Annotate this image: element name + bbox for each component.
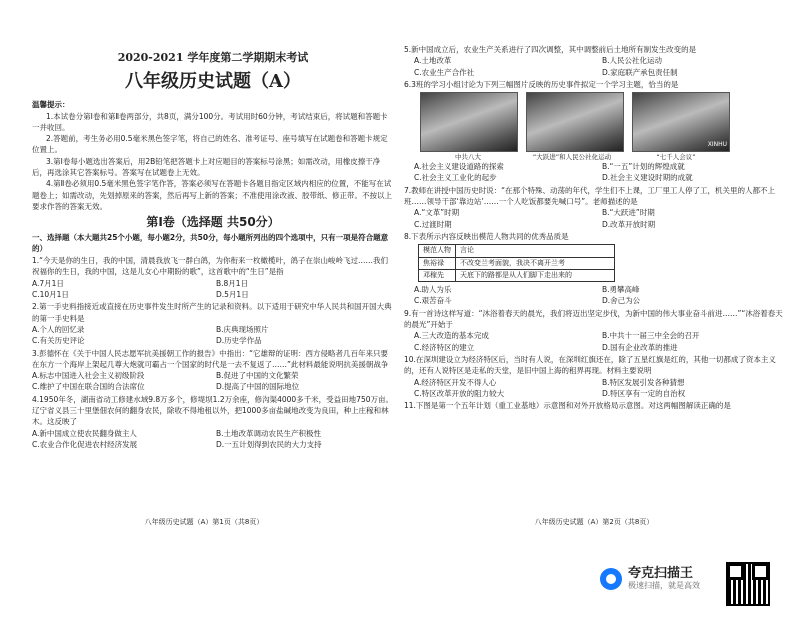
option-b: B.特区发展引发各种猜想 (602, 377, 685, 387)
option-c: C.艰苦奋斗 (414, 296, 452, 306)
question-2 (32, 301, 394, 346)
option-d: D.历史学作品 (216, 336, 262, 346)
photo-7000-cadres-conference (632, 92, 730, 152)
option-a: A.经济特区开发不得人心 (414, 377, 497, 387)
option-b: B.中共十一届三中全会的召开 (602, 331, 700, 341)
photo-caption: “七千人会议” (656, 153, 696, 162)
option-a: A.三大改造的基本完成 (414, 331, 489, 341)
photo-caption: “大跃进”和人民公社化运动 (532, 153, 612, 162)
option-b: B.庆典现场照片 (216, 324, 269, 334)
option-a: A.“文革”时期 (414, 208, 460, 218)
option-a: A.个人的回忆录 (32, 324, 85, 334)
table-cell: 焦裕禄 (419, 257, 456, 269)
exam-subtitle: 八年级历史试题（A） (125, 71, 301, 93)
option-b: B.人民公社化运动 (602, 56, 663, 66)
option-c: C.经济特区的建立 (414, 342, 475, 352)
instruction-item: 3.第Ⅰ卷每小题选出答案后，用2B铅笔把答题卡上对应题目的答案标号涂黑；如需改动，用橡皮擦干净后，再选涂其它答案标号。答案写在试题卷上无效。 (32, 156, 381, 178)
option-c: C.农业生产合作社 (414, 67, 475, 77)
option-d: D.国有企业改革的推进 (602, 342, 678, 352)
photo-great-leap-forward (526, 92, 624, 152)
question-stem: 10.在深圳建设立为经济特区后，当时有人说，在深圳红旗还在，除了五星红旗是红的，其他一切都成了资本主义的，还有人说特区是走私的天堂，是旧中国上海的租界再现。材料主要说明 (404, 354, 776, 376)
option-a: A.助人为乐 (414, 285, 452, 295)
exam-title: 2020-2021 学年度第二学期期末考试 (117, 51, 309, 64)
question-5 (404, 44, 784, 78)
instruction-item: 2.答题前，考生务必用0.5毫米黑色签字笔，将自己的姓名、准考证号、座号填写在试题卷和答题卡规定位置上。 (32, 134, 388, 155)
option-c: C.农业合作化促进农村经济发展 (32, 439, 138, 449)
option-b: B.“一五”计划的辉煌成就 (602, 162, 685, 172)
photo-watermark: XINHU (707, 140, 727, 148)
question-stem: 8.下表所示内容反映出模范人物共同的优秀品质是 (404, 231, 569, 241)
question-10 (404, 354, 784, 399)
scanner-logo-icon (600, 568, 622, 590)
option-b: B.勇攀高峰 (602, 285, 640, 295)
scanner-app-name: 夸克扫描王 (628, 566, 694, 581)
option-c: C.10月1日 (32, 290, 69, 300)
question-stem: 6.3班的学习小组讨论为下列三幅图片反映的历史事件拟定一个学习主题，恰当的是 (404, 79, 679, 89)
option-d: D.社会主义建设时期的成就 (602, 173, 693, 183)
page-footer: 八年级历史试题（A）第1页（共8页） (144, 517, 264, 526)
section-instructions: 一、选择题（本大题共25个小题，每小题2分，共50分，每小题所列出的四个选项中，只有一项是符合题意的） (32, 232, 389, 253)
question-stem: 11.下图是第一个五年计划（重工业基地）示意图和对外开放格局示意图。对这两幅图解读正确的是 (404, 401, 731, 411)
table-cell: 不改变兰考面貌，我决不离开兰考 (456, 257, 615, 269)
exam-page-1 (14, 0, 394, 617)
option-a: A.7月1日 (32, 278, 64, 288)
table-cell: 天底下的路都是从人们脚下走出来的 (456, 269, 615, 281)
option-a: A.标志中国进入社会主义初级阶段 (32, 371, 145, 381)
page-footer: 八年级历史试题（A）第2页（共8页） (534, 517, 654, 526)
instructions (32, 99, 394, 212)
section-heading: 第Ⅰ卷（选择题 共50分） (146, 215, 280, 230)
instruction-item: 1.本试卷分第Ⅰ卷和第Ⅱ卷两部分，共8页，满分100分。考试用时60分钟，考试结束后，将试题和答题卡一并收回。 (32, 111, 388, 132)
question-stem: 9.有一首诗这样写道：“沐浴着春天的晨光，我们将迈出坚定步伐，为新中国的伟大事业奋斗前进……”“沐浴着春天的晨光”开始于 (404, 308, 783, 330)
question-7 (404, 185, 784, 230)
question-9 (404, 308, 784, 353)
question-6 (404, 79, 784, 184)
question-8 (404, 231, 784, 307)
option-d: D.一五计划得到农民的大力支持 (216, 439, 322, 449)
question-stem: 7.教师在讲授中国历史时说：“在那个特殊、动荡的年代，学生们不上课，工厂里工人停了工，机关里的人都不上班……领导干部‘靠边站’……一个人吃饭都要先喊口号”。老师描述的是 (404, 185, 776, 207)
exam-page-2 (404, 0, 784, 617)
question-3 (32, 348, 394, 393)
option-c: C.特区改革开放的阻力较大 (414, 388, 505, 398)
qr-code-icon (726, 562, 770, 606)
table-header-row (419, 245, 615, 257)
table-cell: 邓稼先 (419, 269, 456, 281)
option-a: A.新中国成立使农民翻身做主人 (32, 428, 137, 438)
question-1 (32, 255, 394, 300)
scanner-brand (600, 566, 700, 591)
option-a: A.土地改革 (414, 56, 452, 66)
table-row (419, 269, 615, 281)
option-c: C.过渡时期 (414, 219, 452, 229)
option-b: B.8月1日 (216, 278, 249, 288)
question-4 (32, 394, 394, 450)
question-stem: 4.1950年冬，湖南省动工修建水域9.8万多个，修堤坝1.2万余座，修沟渠4000多千米，受益田地750万亩。辽宁省义县三十里堡佃农何的翻身农民，除收不得地租以外，把1000多亩盐碱地改变为良田，种上庄稼和林木。这反映了 (32, 394, 393, 427)
question-stem: 3.彭德怀在《关于中国人民志愿军抗美援朝工作的报告》中指出：“它雄辩的证明：西方侵略者几百年来只要在东方一个海岸上架起几尊大炮就可霸占一个国家的时代是一去不复返了……”此材料最能说明抗美援朝战争 (32, 348, 389, 369)
question-11 (404, 400, 784, 411)
photo-captions (420, 153, 784, 161)
option-b: B.促进了中国的文化繁荣 (216, 371, 299, 381)
option-d: D.舍己为公 (602, 296, 641, 306)
option-d: D.改革开放时期 (602, 219, 656, 229)
instructions-heading: 温馨提示： (32, 100, 70, 110)
question-stem: 5.新中国成立后，农业生产关系进行了四次调整，其中调整前后土地所有制发生改变的是 (404, 45, 697, 54)
option-b: B.“大跃进”时期 (602, 208, 655, 218)
photo-row (420, 92, 784, 152)
instruction-item: 4.第Ⅱ卷必须用0.5毫米黑色签字笔作答，答案必须写在答题卡各题目指定区域内相应的位置，不能写在试题卷上；如需改动，先划掉原来的答案，然后再写上新的答案；不准使用涂改液、胶带纸、修正带。不按以上要求作答的答案无效。 (32, 179, 392, 211)
table-cell: 模范人物 (419, 245, 456, 257)
option-c: C.社会主义工业化的起步 (414, 173, 497, 183)
question-stem: 2.第一手史料指接近或直接在历史事件发生时所产生的记录和资料。以下适用于研究中华人民共和国开国大典的第一手史料是 (32, 302, 392, 323)
option-b: B.土地改革调动农民生产积极性 (216, 428, 322, 438)
photo-ccp-8th-congress (420, 92, 518, 152)
option-d: D.提高了中国的国际地位 (216, 382, 300, 392)
option-c: C.维护了中国在联合国的合法席位 (32, 382, 145, 392)
model-figures-table (418, 244, 615, 282)
option-c: C.有关历史评论 (32, 336, 85, 346)
scanner-tagline: 极速扫描，就是高效 (628, 581, 700, 590)
option-d: D.5月1日 (216, 290, 249, 300)
option-d: D.特区享有一定的自治权 (602, 388, 686, 398)
table-cell: 言论 (456, 245, 615, 257)
photo-caption: 中共八大 (455, 153, 481, 162)
option-d: D.家庭联产承包责任制 (602, 67, 678, 77)
table-row (419, 257, 615, 269)
question-stem: 1.“今天是你的生日，我的中国，清晨我放飞一群白鸽，为你衔来一枚橄榄叶，鸽子在崇山峻岭飞过……我们祝福你的生日，我的中国，这是儿女心中期盼的歌”，这首歌中的“生日”是指 (32, 256, 389, 277)
option-a: A.社会主义建设道路的探索 (414, 162, 504, 172)
